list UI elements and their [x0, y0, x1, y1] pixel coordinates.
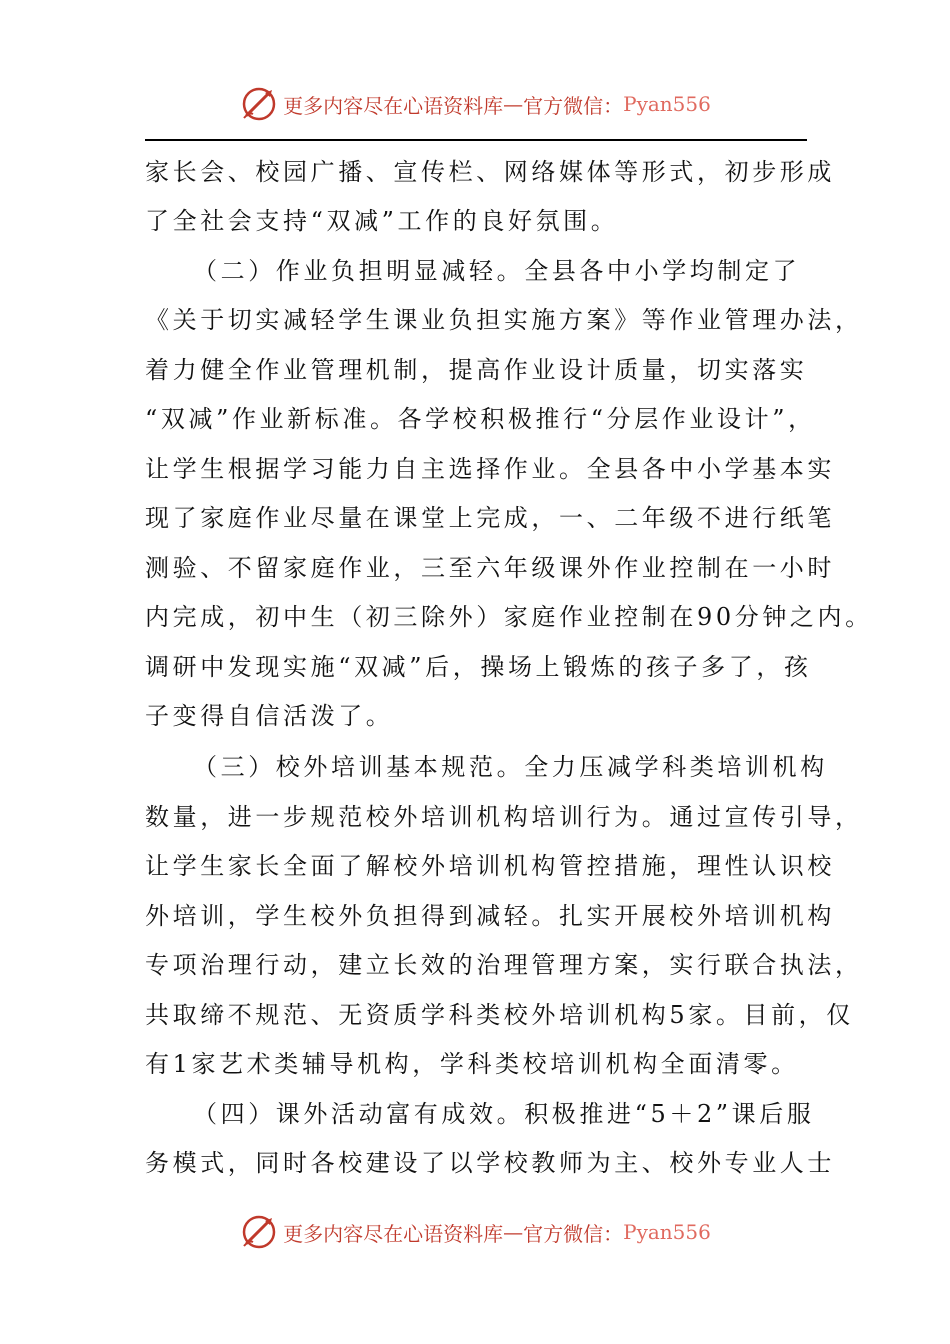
- body-line: 让学生根据学习能力自主选择作业。全县各中小学基本实: [145, 455, 835, 483]
- body-line: 调研中发现实施“双减”后，操场上锻炼的孩子多了，孩: [145, 653, 812, 681]
- footer-wechat-id: Pyan556: [623, 1220, 711, 1244]
- body-line: 《关于切实减轻学生课业负担实施方案》等作业管理办法，: [145, 306, 863, 334]
- header-dash: —: [503, 92, 524, 116]
- footer-wechat-label: 官方微信：: [523, 1221, 624, 1246]
- header-banner-text: 更多内容尽在心语资料库: [283, 93, 504, 118]
- body-line: 共取缔不规范、无资质学科类校外培训机构5家。目前，仅: [145, 1001, 854, 1029]
- body-line: 现了家庭作业尽量在课堂上完成，一、二年级不进行纸笔: [145, 504, 835, 532]
- footer-banner: [0, 1210, 950, 1254]
- body-line: 着力健全作业管理机制，提高作业设计质量，切实落实: [145, 356, 808, 384]
- header-wechat-label: 官方微信：: [523, 93, 624, 118]
- body-line: （二）作业负担明显减轻。全县各中小学均制定了: [193, 257, 801, 285]
- body-line: 专项治理行动，建立长效的治理管理方案，实行联合执法，: [145, 951, 863, 979]
- body-line: 有1家艺术类辅导机构，学科类校培训机构全面清零。: [145, 1050, 799, 1078]
- body-line: 内完成，初中生（初三除外）家庭作业控制在90分钟之内。: [145, 603, 873, 631]
- body-line: （四）课外活动富有成效。积极推进“5＋2”课后服: [193, 1100, 815, 1128]
- body-line: 测验、不留家庭作业，三至六年级课外作业控制在一小时: [145, 554, 835, 582]
- body-line: 务模式，同时各校建设了以学校教师为主、校外专业人士: [145, 1149, 835, 1177]
- body-line: （三）校外培训基本规范。全力压减学科类培训机构: [193, 753, 828, 781]
- footer-banner-text: 更多内容尽在心语资料库: [283, 1221, 504, 1246]
- body-line: 让学生家长全面了解校外培训机构管控措施，理性认识校: [145, 852, 835, 880]
- body-line: 外培训，学生校外负担得到减轻。扎实开展校外培训机构: [145, 902, 835, 930]
- body-line: 数量，进一步规范校外培训机构培训行为。通过宣传引导，: [145, 803, 863, 831]
- body-line: 家长会、校园广播、宣传栏、网络媒体等形式，初步形成: [145, 158, 835, 186]
- header-wechat-id: Pyan556: [623, 92, 711, 116]
- body-line: “双减”作业新标准。各学校积极推行“分层作业设计”，: [145, 405, 816, 433]
- body-line: 子变得自信活泼了。: [145, 702, 394, 730]
- pen-logo-icon: [239, 1212, 279, 1252]
- body-line: 了全社会支持“双减”工作的良好氛围。: [145, 207, 619, 235]
- footer-dash: —: [503, 1220, 524, 1244]
